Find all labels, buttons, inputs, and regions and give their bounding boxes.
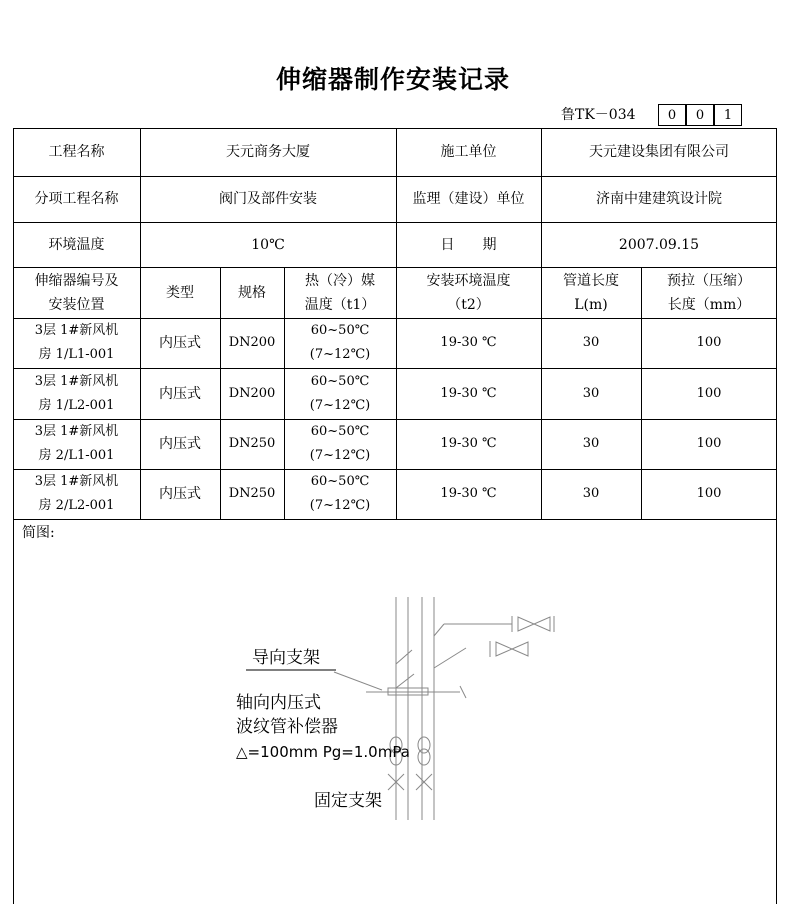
doc-number-box: 0 (658, 104, 686, 126)
header-install-temp-line1: 安装环境温度 (426, 272, 511, 289)
row-type: 内压式 (159, 486, 201, 502)
doc-code: 鲁TK－034 (561, 107, 636, 123)
project-name-label: 工程名称 (48, 144, 105, 160)
table-row-id (13, 318, 140, 368)
row-id-line1: 3层 1#新风机 (34, 373, 119, 389)
row-spec: DN200 (228, 385, 276, 401)
row-medium-line1: 60~50℃ (310, 323, 370, 338)
header-id (13, 267, 140, 318)
row-id-line2: 房 2/L2-001 (38, 498, 115, 513)
row-medium (284, 469, 396, 519)
env-temp-label: 环境温度 (48, 236, 105, 253)
header-pipe-length-line2: L(m) (574, 296, 608, 313)
row-install-temp: 19-30 ℃ (440, 486, 497, 501)
project-name-value: 天元商务大厦 (226, 144, 310, 160)
page-title: 伸缩器制作安装记录 (275, 65, 510, 94)
header-pipe-length-line1: 管道长度 (563, 272, 619, 289)
row-prestretch: 100 (696, 335, 722, 350)
doc-number-box: 0 (686, 104, 714, 126)
sub-project-value: 阀门及部件安装 (219, 191, 317, 207)
row-id-line2: 房 1/L1-001 (38, 347, 115, 362)
header-medium (284, 267, 396, 318)
row-medium-line2: (7~12℃) (309, 397, 371, 413)
header-pipe-length (541, 267, 641, 318)
row-divider (13, 519, 777, 520)
header-prestretch-line1: 预拉（压缩） (667, 272, 751, 289)
row-prestretch: 100 (696, 385, 722, 401)
row-id-line2: 房 2/L1-001 (38, 448, 115, 463)
date-value: 2007.09.15 (618, 236, 700, 253)
table-row-id (13, 469, 140, 519)
row-medium (284, 419, 396, 469)
row-pipe-length: 30 (582, 486, 600, 501)
row-medium (284, 368, 396, 419)
fixed-support-text: 固定支架 (314, 791, 382, 811)
row-medium-line1: 60~50℃ (310, 474, 370, 489)
row-pipe-length: 30 (582, 335, 600, 350)
row-medium-line1: 60~50℃ (310, 373, 370, 389)
row-medium (284, 318, 396, 368)
row-id-line1: 3层 1#新风机 (34, 474, 119, 489)
row-id-line2: 房 1/L2-001 (38, 397, 115, 413)
date-label: 日 期 (440, 236, 497, 253)
row-install-temp: 19-30 ℃ (440, 436, 497, 451)
header-id-line1: 伸缩器编号及 (34, 272, 119, 289)
compensator-text-line2: 波纹管补偿器 (236, 717, 338, 737)
header-install-temp-line2: （t2） (447, 296, 490, 313)
compensator-text-line1: 轴向内压式 (236, 693, 321, 713)
header-medium-line2: 温度（t1） (304, 296, 376, 313)
row-medium-line2: (7~12℃) (309, 448, 371, 463)
row-spec: DN250 (228, 486, 276, 501)
supervision-value: 济南中建建筑设计院 (596, 191, 722, 207)
header-install-temp (396, 267, 541, 318)
sub-project-label: 分项工程名称 (34, 191, 119, 207)
row-type: 内压式 (159, 335, 201, 351)
row-pipe-length: 30 (582, 385, 600, 401)
construction-unit-label: 施工单位 (440, 144, 497, 160)
env-temp-value: 10℃ (251, 236, 285, 253)
guide-support-text: 导向支架 (252, 648, 320, 668)
table-row-id (13, 419, 140, 469)
doc-number-box: 1 (714, 104, 742, 126)
row-pipe-length: 30 (582, 436, 600, 451)
table-row-id (13, 368, 140, 419)
row-prestretch: 100 (696, 436, 722, 451)
row-install-temp: 19-30 ℃ (440, 335, 497, 350)
header-type: 类型 (166, 284, 194, 301)
supervision-label: 监理（建设）单位 (412, 191, 525, 207)
header-medium-line1: 热（冷）媒 (305, 272, 375, 289)
header-id-line2: 安装位置 (48, 296, 105, 313)
construction-unit-value: 天元建设集团有限公司 (589, 144, 729, 160)
row-medium-line2: (7~12℃) (309, 347, 371, 362)
row-medium-line2: (7~12℃) (309, 498, 371, 513)
row-spec: DN200 (228, 335, 276, 350)
row-prestretch: 100 (696, 486, 722, 501)
header-prestretch-line2: 长度（mm） (667, 296, 751, 313)
header-prestretch (641, 267, 777, 318)
row-type: 内压式 (159, 385, 201, 402)
row-spec: DN250 (228, 436, 276, 451)
row-medium-line1: 60~50℃ (310, 424, 370, 439)
compensator-text-line3: △=100mm Pg=1.0mPa (236, 743, 410, 761)
row-type: 内压式 (159, 436, 201, 452)
row-install-temp: 19-30 ℃ (440, 385, 497, 401)
header-spec: 规格 (238, 284, 266, 301)
sketch-label: 简图: (22, 525, 55, 541)
row-id-line1: 3层 1#新风机 (34, 323, 119, 338)
row-id-line1: 3层 1#新风机 (34, 424, 119, 439)
